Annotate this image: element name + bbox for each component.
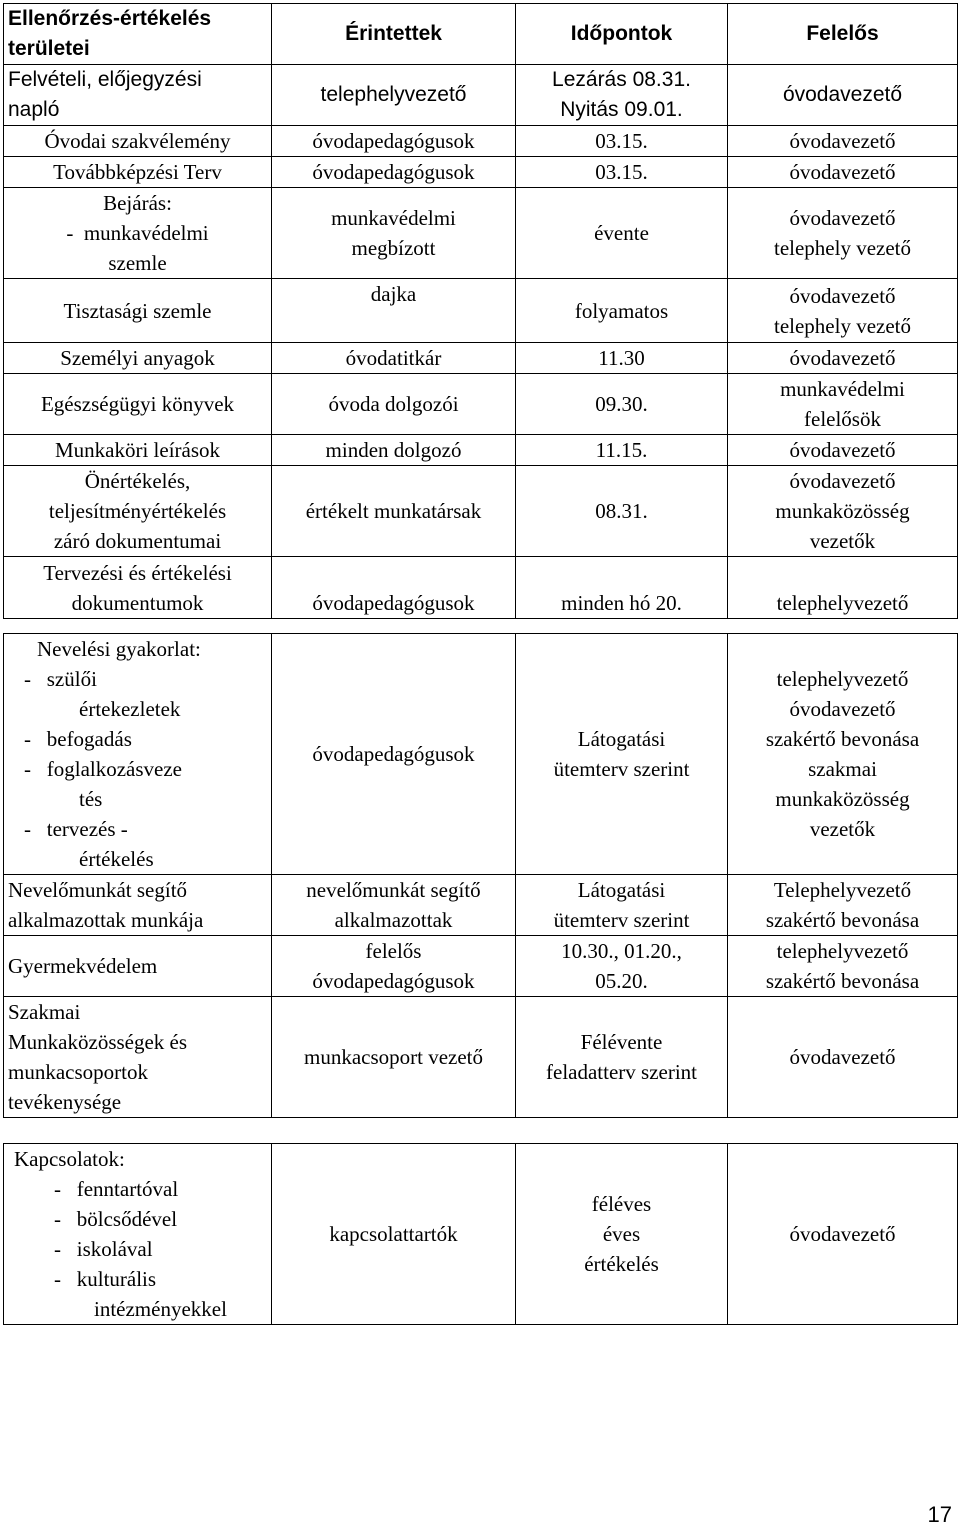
table-cell: Továbbképzési Terv bbox=[4, 157, 272, 188]
table-cell: telephelyvezető bbox=[728, 557, 958, 619]
table-cell: dajka bbox=[272, 279, 516, 343]
table-cell: minden dolgozó bbox=[272, 435, 516, 466]
table-cell: óvodavezető bbox=[728, 1144, 958, 1325]
table-row bbox=[4, 875, 958, 936]
header-area-2: területei bbox=[8, 37, 90, 60]
table-row bbox=[4, 435, 958, 466]
header-cell: Időpontok bbox=[516, 4, 728, 65]
table-cell: évente bbox=[516, 188, 728, 279]
table-cell: nevelőmunkát segítő alkalmazottak bbox=[272, 875, 516, 936]
table-cell: óvodapedagógusok bbox=[272, 634, 516, 875]
control-table bbox=[3, 3, 958, 619]
table-cell: óvodatitkár bbox=[272, 343, 516, 374]
table-cell: telephelyvezető óvodavezető szakértő bevonása szakmai munkaközösség vezetők bbox=[728, 634, 958, 875]
table-header-row bbox=[4, 4, 958, 65]
table-cell: óvodavezető bbox=[728, 65, 958, 126]
table-row bbox=[4, 466, 958, 557]
header-cell: Érintettek bbox=[272, 4, 516, 65]
table-cell: óvodavezető telephely vezető bbox=[728, 188, 958, 279]
table-cell: óvodapedagógusok bbox=[272, 126, 516, 157]
table-cell: folyamatos bbox=[516, 279, 728, 343]
table-cell: 11.15. bbox=[516, 435, 728, 466]
table-row bbox=[4, 188, 958, 279]
table-cell: 10.30., 01.20., 05.20. bbox=[516, 936, 728, 997]
table-cell: felelős óvodapedagógusok bbox=[272, 936, 516, 997]
table-cell: 03.15. bbox=[516, 126, 728, 157]
page-number: 17 bbox=[927, 1502, 952, 1527]
header-cell: Felelős bbox=[728, 4, 958, 65]
table-row bbox=[4, 65, 958, 126]
table-row bbox=[4, 1144, 958, 1325]
table-cell: Tisztasági szemle bbox=[4, 279, 272, 343]
table-cell: 11.30 bbox=[516, 343, 728, 374]
table-cell: óvodavezető bbox=[728, 343, 958, 374]
table-row bbox=[4, 634, 958, 875]
table-cell: 08.31. bbox=[516, 466, 728, 557]
table-cell: Személyi anyagok bbox=[4, 343, 272, 374]
table-row bbox=[4, 997, 958, 1118]
header-area-1: Ellenőrzés-értékelés bbox=[8, 7, 212, 30]
table-cell: munkavédelmi felelősök bbox=[728, 374, 958, 435]
table-row bbox=[4, 126, 958, 157]
table-row bbox=[4, 157, 958, 188]
table-cell: Munkaköri leírások bbox=[4, 435, 272, 466]
table-cell: óvoda dolgozói bbox=[272, 374, 516, 435]
table-cell: Önértékelés, teljesítményértékelés záró dokumentumai bbox=[4, 466, 272, 557]
table-cell: óvodapedagógusok bbox=[272, 157, 516, 188]
table-cell: értékelt munkatársak bbox=[272, 466, 516, 557]
table-row bbox=[4, 343, 958, 374]
table-cell: óvodavezető telephely vezető bbox=[728, 279, 958, 343]
table-cell: Szakmai Munkaközösségek és munkacsoportok tevékenysége bbox=[4, 997, 272, 1118]
table-cell: Félévente feladatterv szerint bbox=[516, 997, 728, 1118]
pedagogy-table bbox=[3, 633, 958, 1118]
table-cell: óvodapedagógusok bbox=[272, 557, 516, 619]
table-cell: féléves éves értékelés bbox=[516, 1144, 728, 1325]
table-cell: Óvodai szakvélemény bbox=[4, 126, 272, 157]
table-cell: Telephelyvezető szakértő bevonása bbox=[728, 875, 958, 936]
table-row bbox=[4, 374, 958, 435]
table-cell: óvodavezető bbox=[728, 997, 958, 1118]
table-cell: Lezárás 08.31. Nyitás 09.01. bbox=[516, 65, 728, 126]
table-cell: 03.15. bbox=[516, 157, 728, 188]
table-cell: Bejárás: - munkavédelmi szemle bbox=[4, 188, 272, 279]
table-row bbox=[4, 557, 958, 619]
table-cell: 09.30. bbox=[516, 374, 728, 435]
table-cell: óvodavezető munkaközösség vezetők bbox=[728, 466, 958, 557]
table-cell: Kapcsolatok: - fenntartóval - bölcsődével - iskolával - kulturális intézményekkel bbox=[4, 1144, 272, 1325]
table-cell: kapcsolattartók bbox=[272, 1144, 516, 1325]
table-cell: Gyermekvédelem bbox=[4, 936, 272, 997]
table-cell: munkavédelmi megbízott bbox=[272, 188, 516, 279]
table-cell: óvodavezető bbox=[728, 435, 958, 466]
table-cell: Látogatási ütemterv szerint bbox=[516, 634, 728, 875]
header-cell bbox=[4, 4, 272, 65]
table-cell: Látogatási ütemterv szerint bbox=[516, 875, 728, 936]
table-cell: Nevelőmunkát segítő alkalmazottak munkája bbox=[4, 875, 272, 936]
table-cell: óvodavezető bbox=[728, 126, 958, 157]
relations-table bbox=[3, 1143, 958, 1325]
table-row bbox=[4, 279, 958, 343]
table-cell: minden hó 20. bbox=[516, 557, 728, 619]
table-cell: Egészségügyi könyvek bbox=[4, 374, 272, 435]
table-cell: munkacsoport vezető bbox=[272, 997, 516, 1118]
table-cell: Nevelési gyakorlat: - szülői értekezletek - befogadás - foglalkozásveze tés - tervezés - értékelés bbox=[4, 634, 272, 875]
table-cell: telephelyvezető szakértő bevonása bbox=[728, 936, 958, 997]
table-row bbox=[4, 936, 958, 997]
table-cell: óvodavezető bbox=[728, 157, 958, 188]
table-cell: telephelyvezető bbox=[272, 65, 516, 126]
table-cell: Felvételi, előjegyzési napló bbox=[4, 65, 272, 126]
table-cell: Tervezési és értékelési dokumentumok bbox=[4, 557, 272, 619]
